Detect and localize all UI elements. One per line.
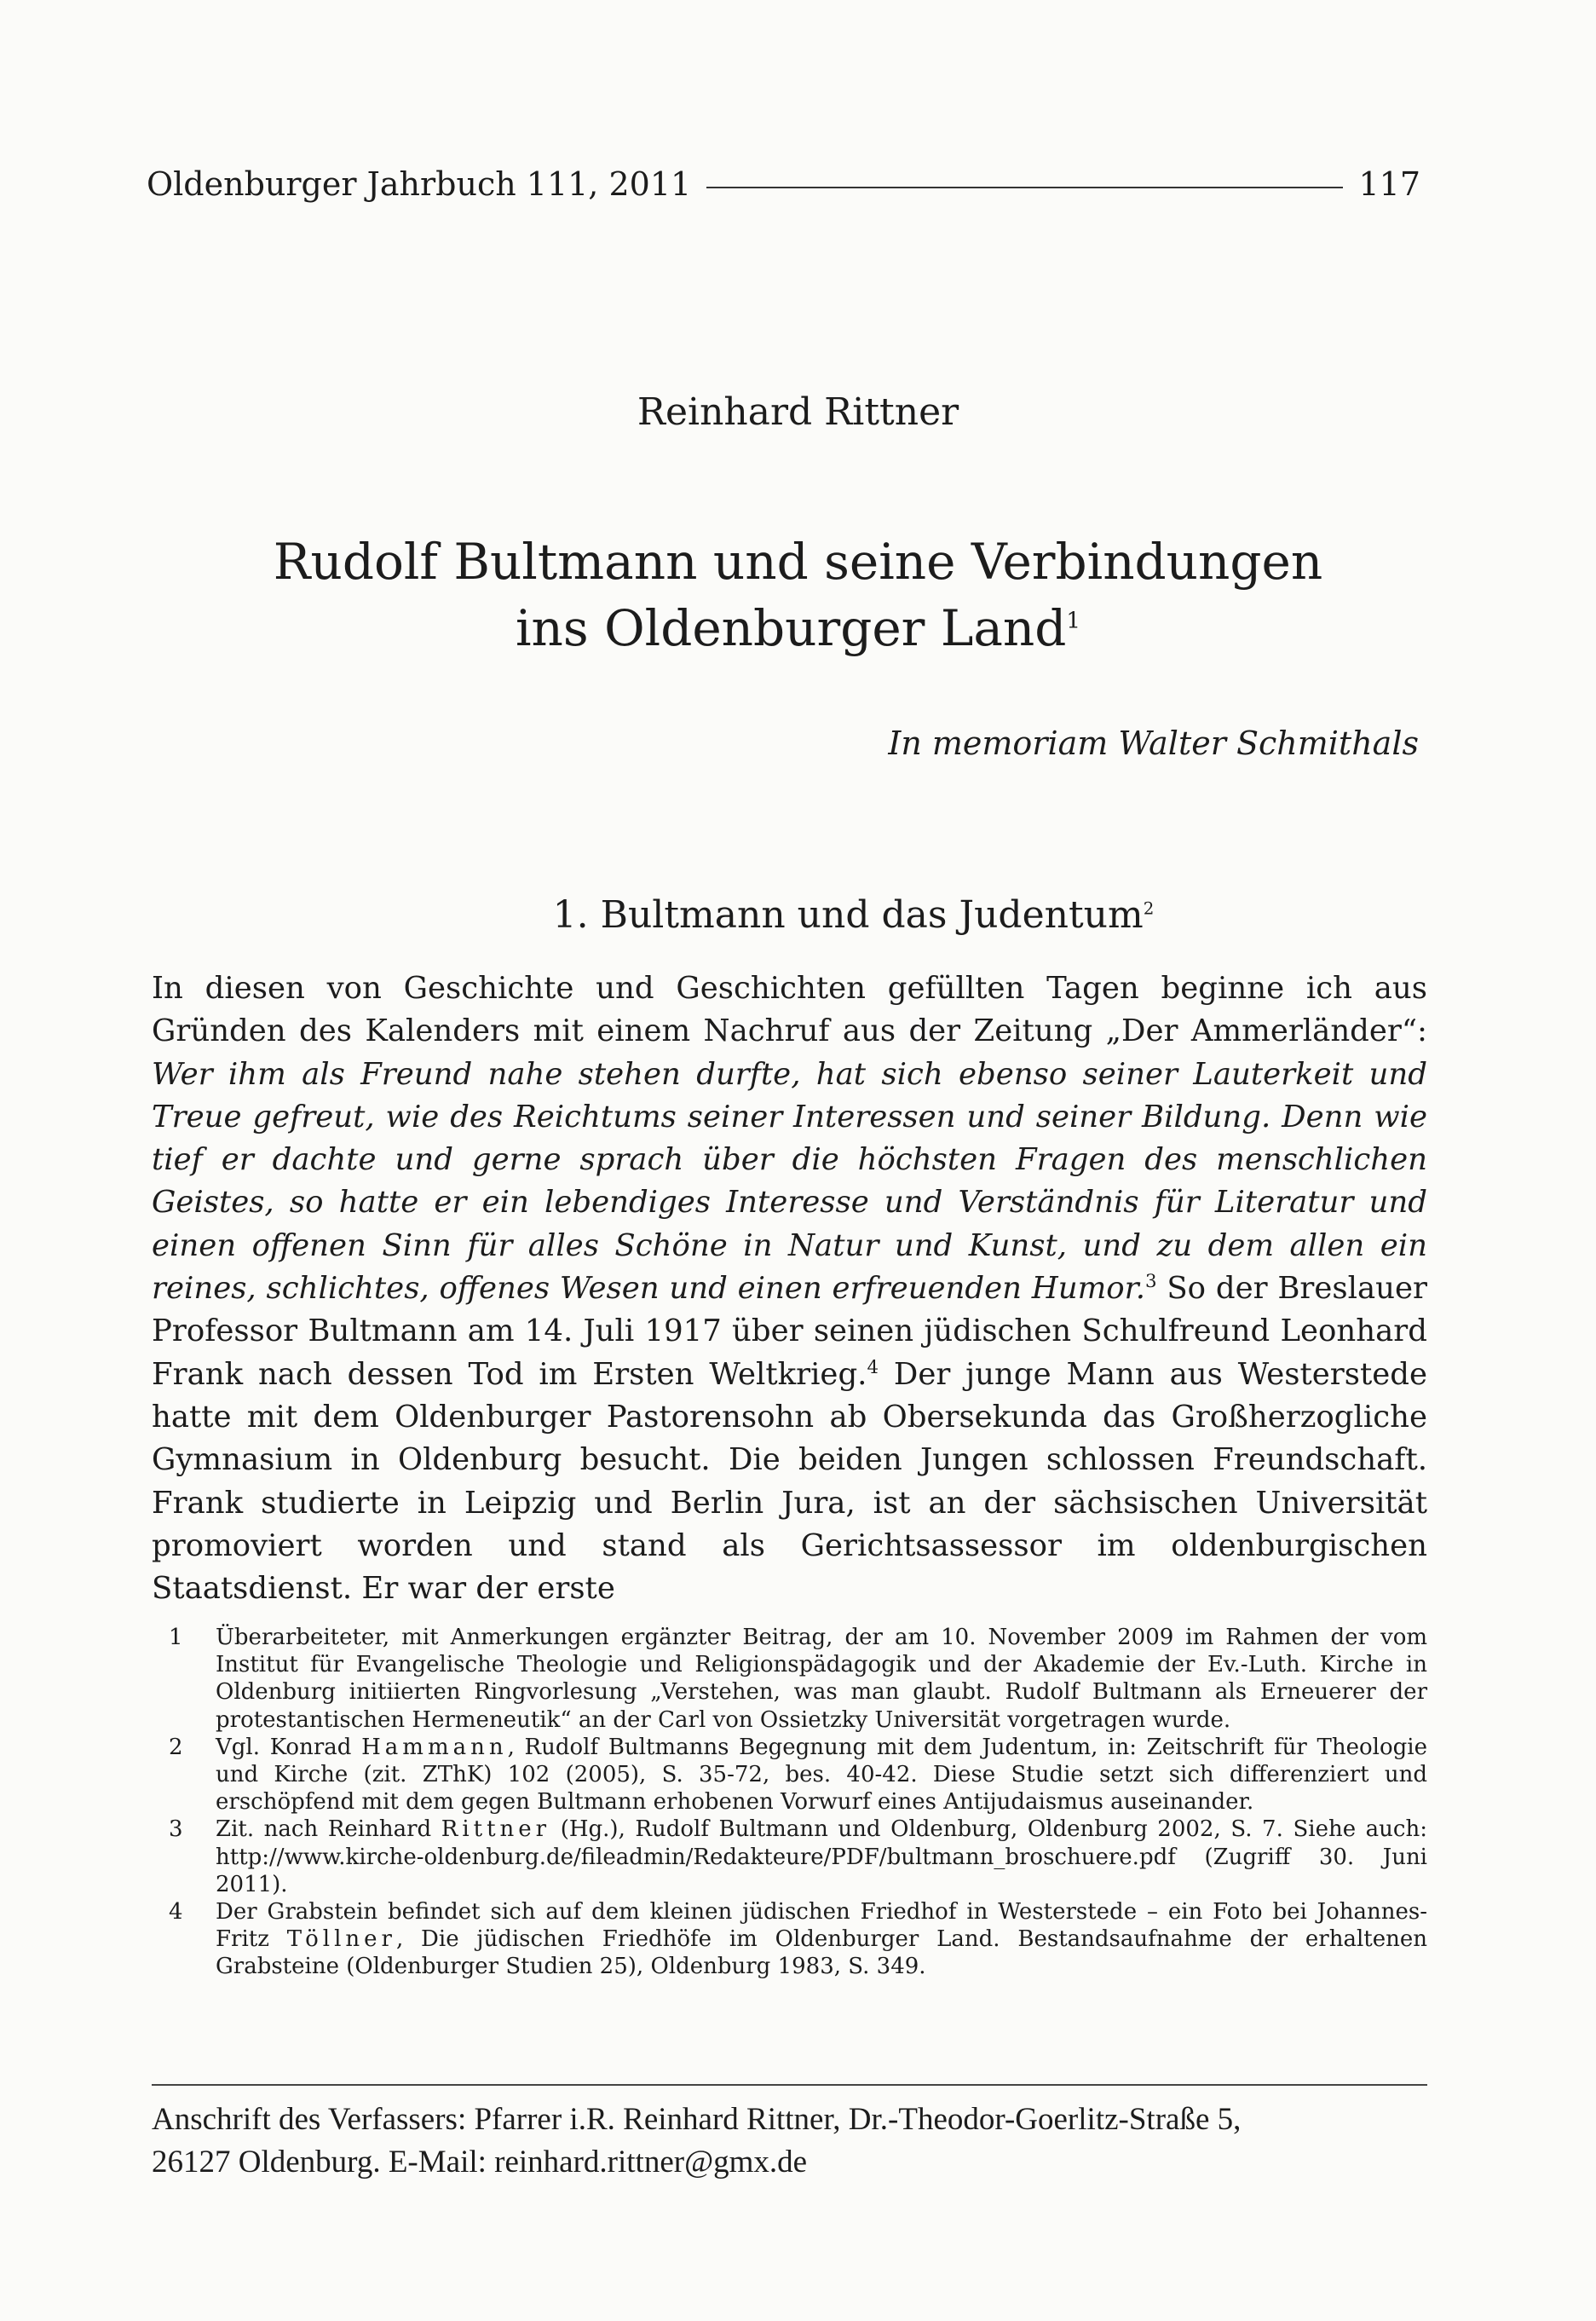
footnote-text-part: Zit. nach Reinhard xyxy=(216,1816,441,1843)
footnote-ref[interactable]: 1 xyxy=(1066,608,1081,634)
cited-author: Hammann xyxy=(361,1734,508,1760)
body-text: So der Breslauer Professor Bultmann am 14. Juli 1917 über seinen jüdischen Schulfreund Leonhard Frank nach dessen Tod im Ersten Weltkrieg. xyxy=(152,1271,1427,1392)
dedication: In memoriam Walter Schmithals xyxy=(888,725,1419,762)
body-text: In diesen von Geschichte und Geschichten gefüllten Tagen beginne ich aus Gründen des Kalenders mit einem Nachruf aus der Zeitung „Der Ammerländer“: xyxy=(152,971,1427,1049)
footnote-number: 4 xyxy=(169,1899,183,1926)
footnote-ref[interactable]: 3 xyxy=(1145,1271,1157,1293)
footnote-number: 3 xyxy=(169,1816,183,1843)
header-rule xyxy=(706,187,1343,188)
footnote xyxy=(169,1898,1427,1981)
footnote-text-part: , Rudolf Bultmanns Begegnung mit dem Judentum, in: Zeitschrift für Theologie und Kirche (zit. ZThK) 102 (2005), S. 35-72, bes. 40-42. Diese Studie setzt sich differenziert und erschöpfend mit dem gegen Bultmann erhobenen Vorwurf eines Antijudaismus auseinander. xyxy=(216,1734,1427,1816)
footnote-text-part[interactable]: (Hg.), Rudolf Bultmann und Oldenburg, Oldenburg 2002, S. 7. Siehe auch: http://www.kirche-oldenburg.de/fileadmin/Redakteure/PDF/bultmann_broschuere.pdf (Zugriff 30. Juni 2011). xyxy=(216,1816,1427,1897)
footnote-text-part: , Die jüdischen Friedhöfe im Oldenburger Land. Bestandsaufnahme der erhaltenen Grabsteine (Oldenburger Studien 25), Oldenburg 1983, S. 349. xyxy=(216,1926,1427,1980)
author-name: Reinhard Rittner xyxy=(637,390,959,434)
article-title xyxy=(0,528,1596,661)
footnote-number: 1 xyxy=(169,1625,183,1650)
address-line-1: Anschrift des Verfassers: Pfarrer i.R. Reinhard Rittner, Dr.-Theodor-Goerlitz-Straße 5, xyxy=(152,2102,1242,2137)
page-number: 117 xyxy=(1358,165,1420,203)
footnote-text xyxy=(216,1898,1427,1981)
footnote-text: Überarbeiteter, mit Anmerkungen ergänzter Beitrag, der am 10. November 2009 im Rahmen der vom Institut für Evangelische Theologie und Religionspädagogik und der Akademie der Ev.-Luth. Kirche in Oldenburg initiierten Ringvorlesung „Verstehen, was man glaubt. Rudolf Bultmann als Erneuerer der protestantischen Hermeneutik“ an der Carl von Ossietzky Universität vorgetragen wurde. xyxy=(216,1625,1427,1733)
body-text: Der junge Mann aus Westerstede hatte mit dem Oldenburger Pastorensohn ab Obersekunda das Großherzogliche Gymnasium in Oldenburg besucht. Die beiden Jungen schlossen Freundschaft. Frank studierte in Leipzig und Berlin Jura, ist an der sächsischen Universität promoviert worden und stand als Gerichtsassessor im oldenburgischen Staatsdienst. Er war der erste xyxy=(152,1356,1427,1607)
footnote-text-part: Der Grabstein befindet sich auf dem kleinen jüdischen Friedhof in Westerstede – ein Foto bei Johannes-Fritz xyxy=(216,1899,1427,1953)
footnotes xyxy=(169,1624,1427,1981)
footnote-number: 2 xyxy=(169,1734,183,1760)
address-divider xyxy=(152,2084,1427,2086)
journal-name: Oldenburger Jahrbuch 111, 2011 xyxy=(147,165,692,203)
cited-author: Töllner xyxy=(286,1926,396,1953)
title-line-2-text: ins Oldenburger Land xyxy=(515,599,1067,657)
section-heading-text: 1. Bultmann und das Judentum xyxy=(552,893,1144,937)
footnote-text-part: Vgl. Konrad xyxy=(216,1734,362,1760)
address-line-2[interactable]: 26127 Oldenburg. E-Mail: reinhard.rittner@gmx.de xyxy=(152,2145,808,2180)
cited-author: Rittner xyxy=(441,1816,551,1843)
title-line-2 xyxy=(0,595,1596,661)
footnote-text xyxy=(216,1734,1427,1816)
title-line-1: Rudolf Bultmann und seine Verbindungen xyxy=(273,533,1323,591)
author-address xyxy=(152,2099,1427,2184)
footnote xyxy=(169,1624,1427,1734)
running-header xyxy=(147,164,1420,205)
newspaper-quote: Wer ihm als Freund nahe stehen durfte, hat sich ebenso seiner Lauterkeit und Treue gefreut, wie des Reichtums seiner Interessen und seiner Bildung. Denn wie tief er dachte und gerne sprach über die höchsten Fragen des menschlichen Geistes, so hatte er ein lebendiges Interesse und Verständnis für Literatur und einen offenen Sinn für alles Schöne in Natur und Kunst, und zu dem allen ein reines, schlichtes, offenes Wesen und einen erfreuenden Humor. xyxy=(152,1056,1427,1307)
footnote xyxy=(169,1816,1427,1898)
footnote-ref[interactable]: 2 xyxy=(1143,898,1155,919)
footnote-text xyxy=(216,1816,1427,1898)
body-paragraph xyxy=(152,967,1427,1610)
section-heading xyxy=(0,890,1596,941)
footnote-ref[interactable]: 4 xyxy=(867,1356,879,1378)
footnote xyxy=(169,1734,1427,1816)
